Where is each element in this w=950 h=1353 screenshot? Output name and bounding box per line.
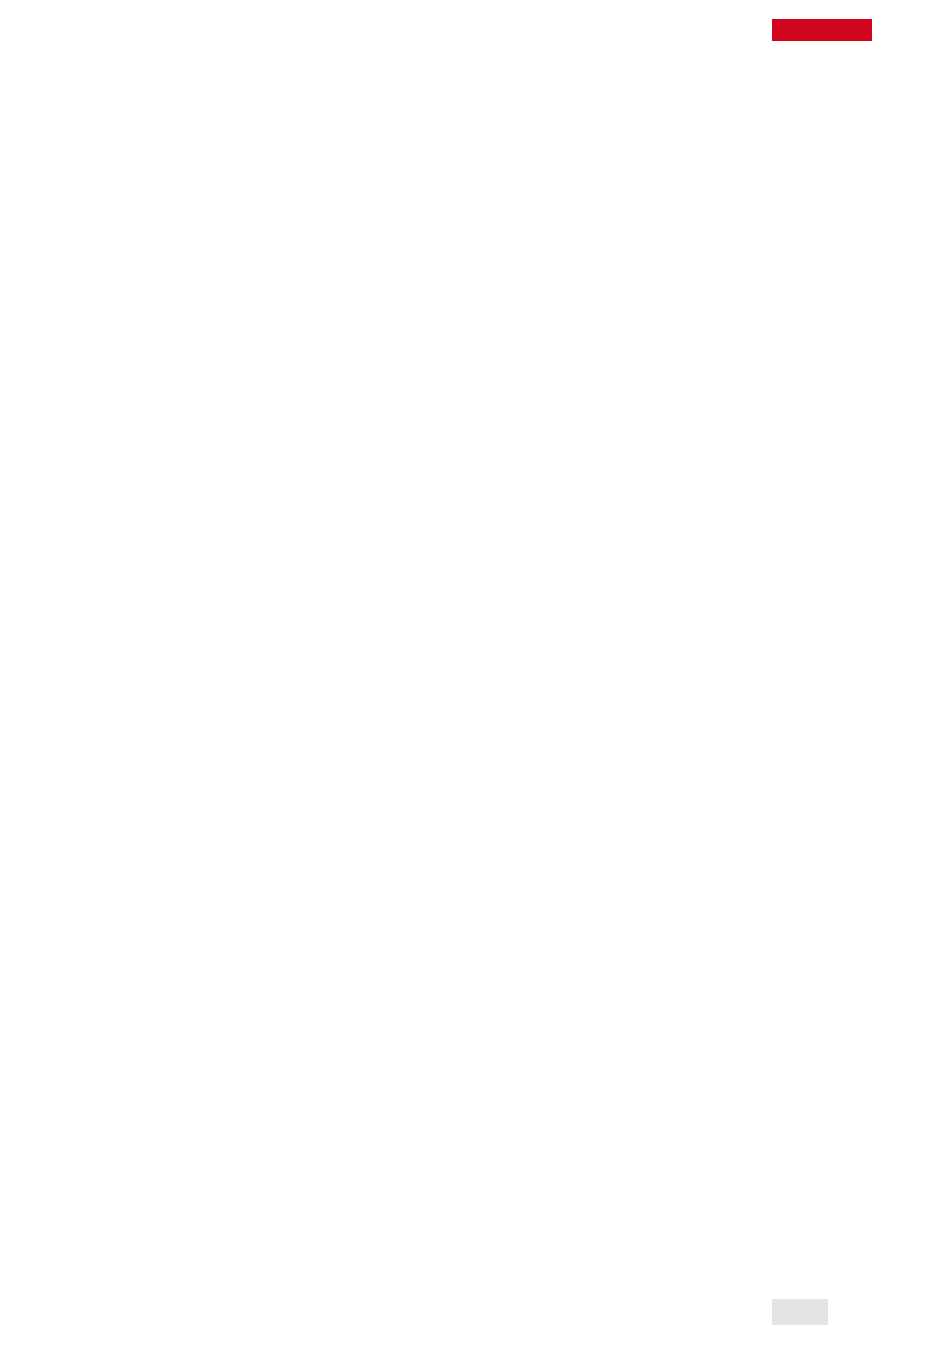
page-footer [0,1298,950,1338]
language-label [772,1299,828,1325]
hilti-logo-mark [772,19,872,41]
hilti-logo [772,19,872,41]
barcode [103,1301,293,1342]
